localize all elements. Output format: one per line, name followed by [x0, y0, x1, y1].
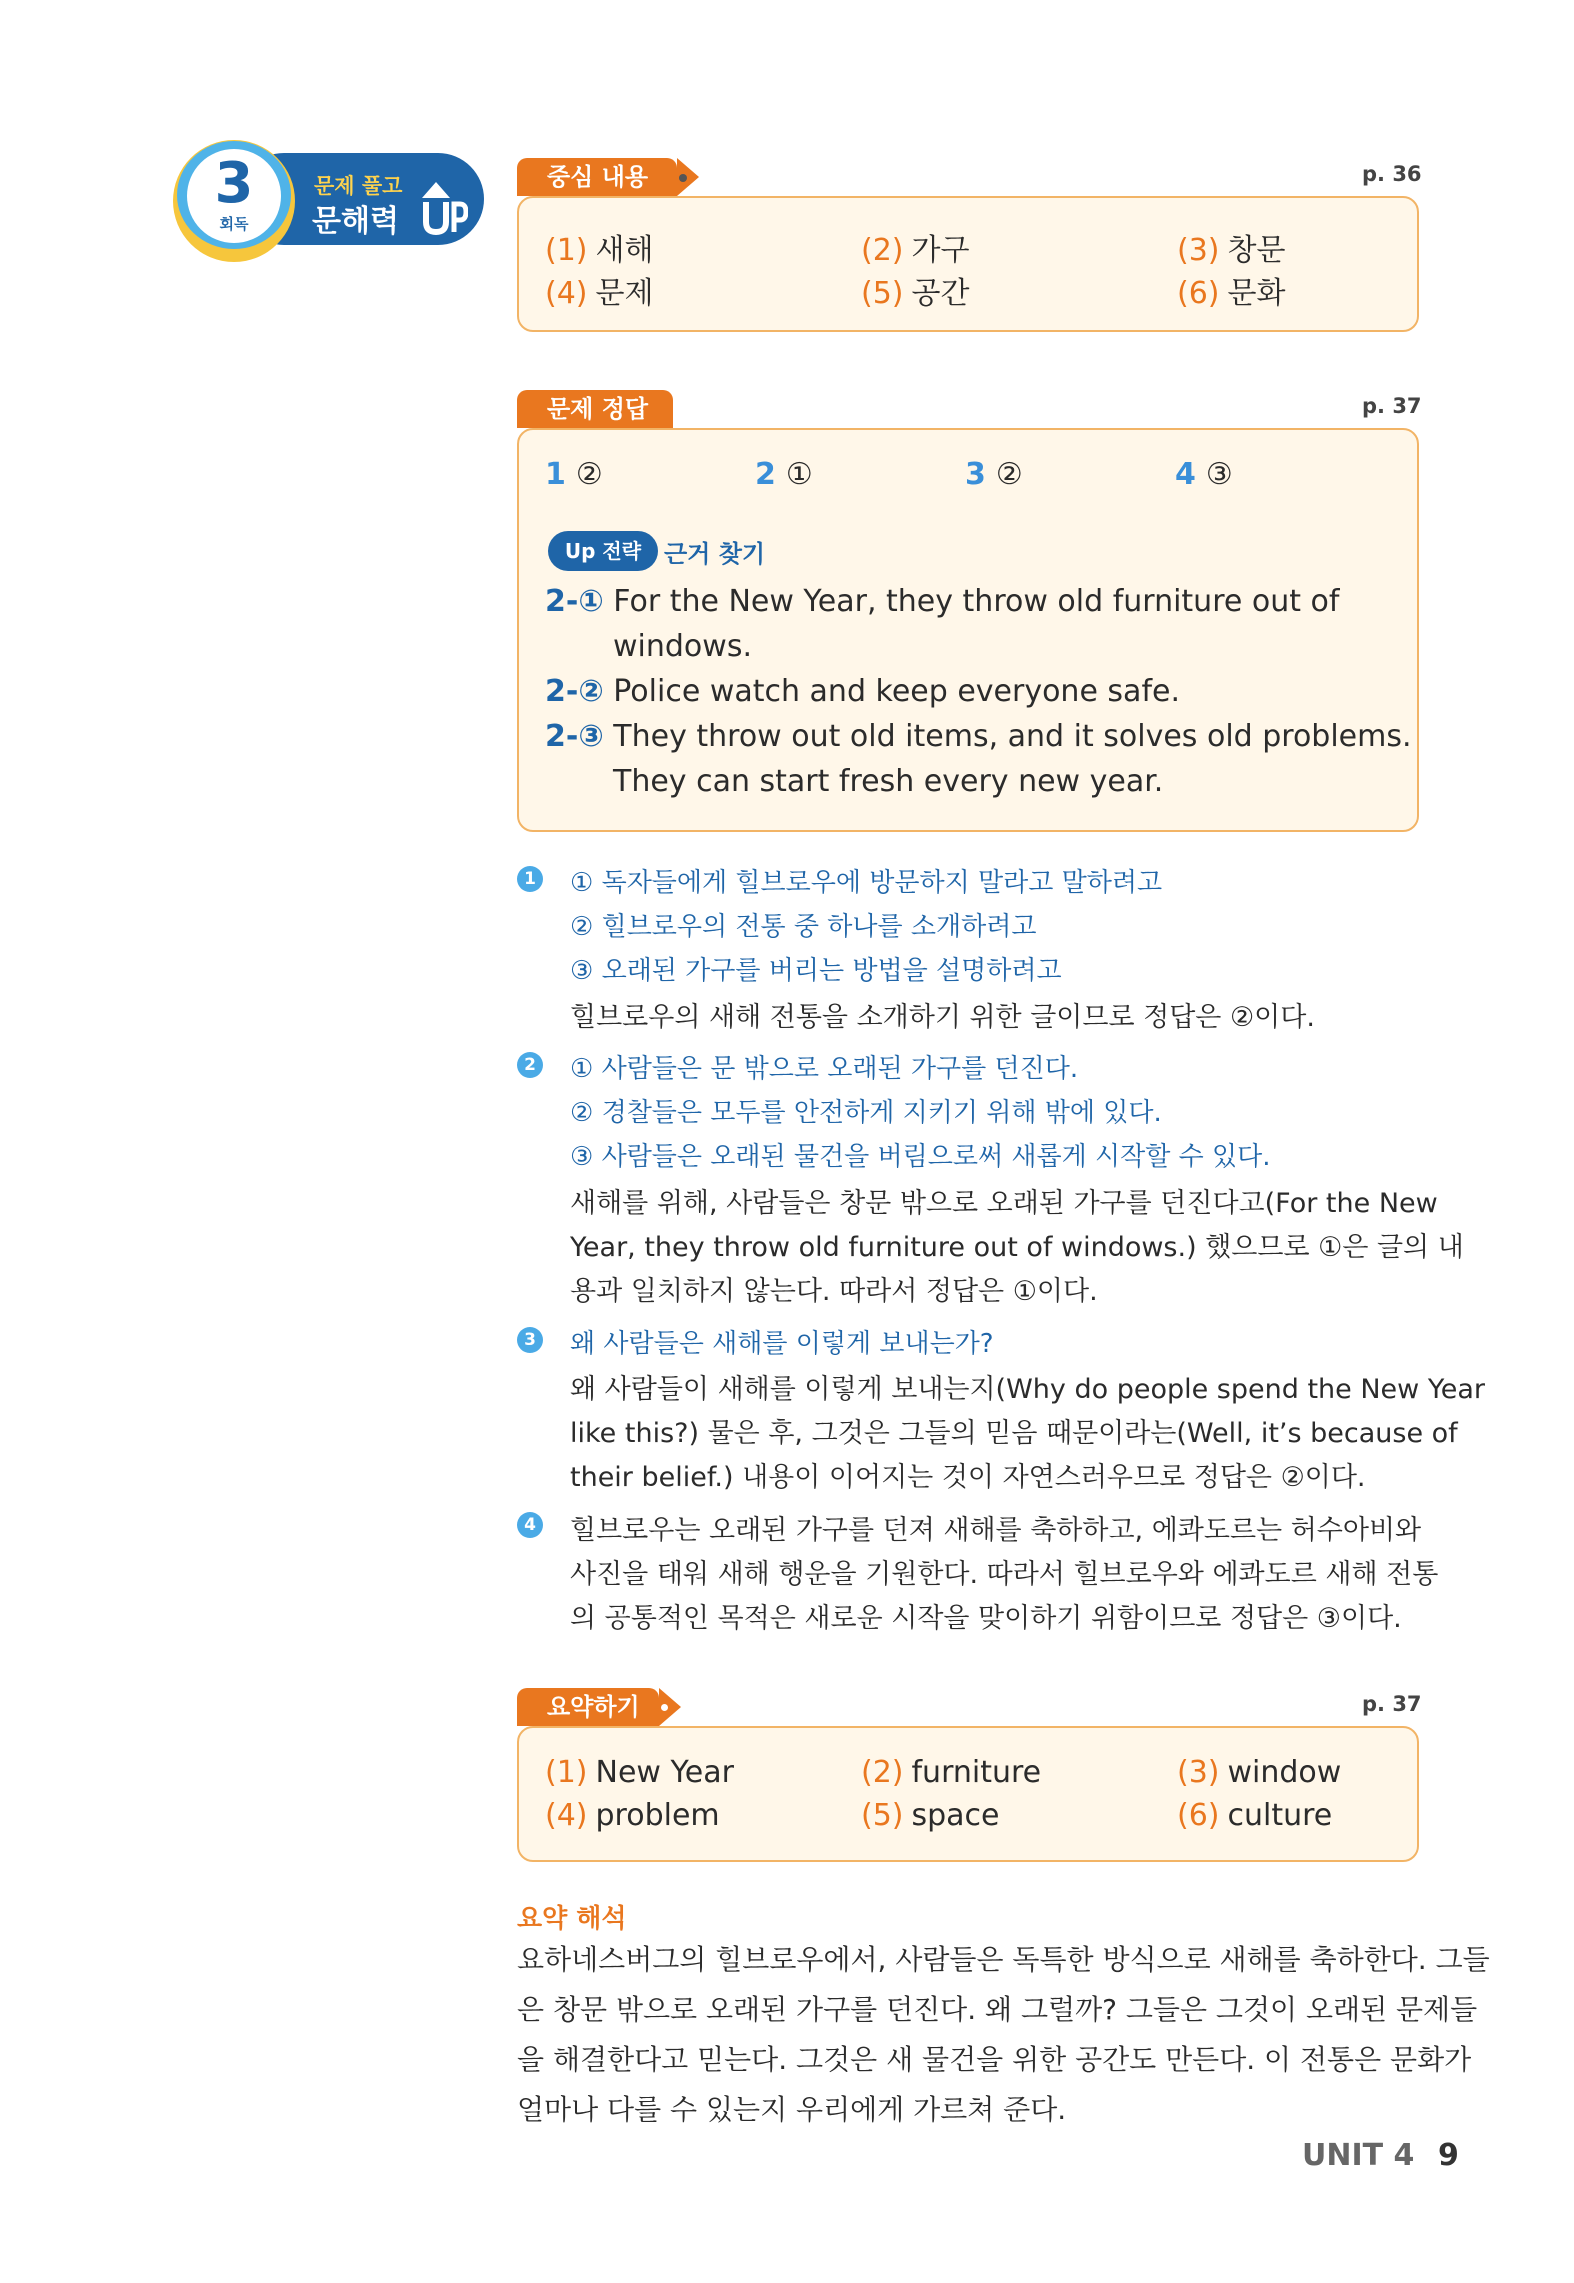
summary-translation-line: 은 창문 밖으로 오래된 가구를 던진다. 왜 그럴까? 그들은 그것이 오래된 문제들: [517, 1993, 1478, 2026]
answers-page-ref: p. 37: [1362, 394, 1422, 418]
tab-dot-icon: [679, 174, 687, 182]
evidence-line: 2-① For the New Year, they throw old furniture out of: [545, 584, 1340, 619]
main-content-item: (3) 창문: [1177, 233, 1286, 268]
answers-tab: 문제 정답: [517, 390, 673, 428]
explanation-text: 힐브로우는 오래된 가구를 던져 새해를 축하하고, 에콰도르는 허수아비와: [570, 1515, 1422, 1546]
summary-translation-line: 요하네스버그의 힐브로우에서, 사람들은 독특한 방식으로 새해를 축하한다. 그들: [517, 1943, 1490, 1976]
summary-translation-line: 을 해결한다고 믿는다. 그것은 새 물건을 위한 공간도 만든다. 이 전통은 문화가: [517, 2043, 1472, 2076]
summary-box: [517, 1726, 1419, 1862]
summary-translation-title: 요약 해석: [517, 1904, 627, 1934]
explanation-text: 새해를 위해, 사람들은 창문 밖으로 오래된 가구를 던진다고(For the New: [570, 1188, 1438, 1219]
main-content-item: (6) 문화: [1177, 276, 1286, 311]
question-number-badge: 2: [517, 1052, 543, 1078]
explanation-text: Year, they throw old furniture out of windows.) 했으므로 ①은 글의 내: [570, 1232, 1464, 1263]
summary-page-ref: p. 37: [1362, 1692, 1422, 1716]
answer-item: 1 ②: [545, 457, 603, 492]
evidence-line: windows.: [613, 629, 752, 664]
evidence-line: 2-③ They throw out old items, and it solves old problems.: [545, 719, 1412, 754]
summary-translation-line: 얼마나 다를 수 있는지 우리에게 가르쳐 준다.: [517, 2093, 1067, 2126]
main-content-item: (5) 공간: [861, 276, 970, 311]
explanation-text: 왜 사람들이 새해를 이렇게 보내는지(Why do people spend the New Year: [570, 1374, 1485, 1405]
strategy-title: 근거 찾기: [664, 540, 766, 568]
badge-round-label: 회독: [219, 215, 249, 233]
explanation-text: 사진을 태워 새해 행운을 기원한다. 따라서 힐브로우와 에콰도르 새해 전통: [570, 1559, 1439, 1590]
explanation-text: 의 공통적인 목적은 새로운 시작을 맞이하기 위함이므로 정답은 ③이다.: [570, 1603, 1402, 1634]
badge-line2: 문해력: [312, 204, 399, 239]
explanation-option: ③ 사람들은 오래된 물건을 버림으로써 새롭게 시작할 수 있다.: [570, 1142, 1271, 1172]
main-content-item: (4) 문제: [545, 276, 654, 311]
explanation-option: ② 경찰들은 모두를 안전하게 지키기 위해 밖에 있다.: [570, 1098, 1162, 1128]
question-number-badge: 4: [517, 1512, 543, 1538]
badge-number: 3: [214, 151, 254, 216]
evidence-line: They can start fresh every new year.: [613, 764, 1164, 799]
summary-item: (2) furniture: [861, 1755, 1042, 1790]
main-content-page-ref: p. 36: [1362, 162, 1422, 186]
answer-item: 2 ①: [755, 457, 813, 492]
explanation-option: ① 사람들은 문 밖으로 오래된 가구를 던진다.: [570, 1054, 1079, 1084]
summary-item: (1) New Year: [545, 1755, 734, 1790]
evidence-line: 2-② Police watch and keep everyone safe.: [545, 674, 1180, 709]
explanation-text: like this?) 물은 후, 그것은 그들의 믿음 때문이라는(Well, it’s because of: [570, 1418, 1458, 1449]
explanation-option: ① 독자들에게 힐브로우에 방문하지 말라고 말하려고: [570, 868, 1163, 898]
badge-line1: 문제 풀고: [314, 174, 403, 198]
explanation-option: 왜 사람들은 새해를 이렇게 보내는가?: [570, 1329, 994, 1359]
main-content-item: (2) 가구: [861, 233, 970, 268]
strategy-pill: Up 전략: [548, 531, 658, 571]
main-content-item: (1) 새해: [545, 233, 654, 268]
summary-item: (5) space: [861, 1798, 1000, 1833]
question-number-badge: 1: [517, 866, 543, 892]
explanation-option: ② 힐브로우의 전통 중 하나를 소개하려고: [570, 912, 1037, 942]
up-arrow-icon: [418, 178, 468, 236]
page-number: 9: [1438, 2138, 1459, 2173]
summary-tab: 요약하기: [517, 1688, 659, 1726]
explanation-text: 용과 일치하지 않는다. 따라서 정답은 ①이다.: [570, 1276, 1098, 1307]
badge-number-disc: [187, 149, 281, 243]
tab-dot-icon: [661, 1704, 668, 1711]
explanation-option: ③ 오래된 가구를 버리는 방법을 설명하려고: [570, 956, 1062, 986]
summary-item: (6) culture: [1177, 1798, 1333, 1833]
summary-item: (4) problem: [545, 1798, 720, 1833]
answer-item: 3 ②: [965, 457, 1023, 492]
answer-item: 4 ③: [1175, 457, 1233, 492]
unit-label: UNIT 4: [1302, 2138, 1415, 2173]
explanation-text: 힐브로우의 새해 전통을 소개하기 위한 글이므로 정답은 ②이다.: [570, 1002, 1315, 1033]
question-number-badge: 3: [517, 1327, 543, 1353]
summary-item: (3) window: [1177, 1755, 1342, 1790]
explanation-text: their belief.) 내용이 이어지는 것이 자연스러우므로 정답은 ②이다.: [570, 1462, 1366, 1493]
main-content-tab: 중심 내용: [517, 158, 677, 196]
